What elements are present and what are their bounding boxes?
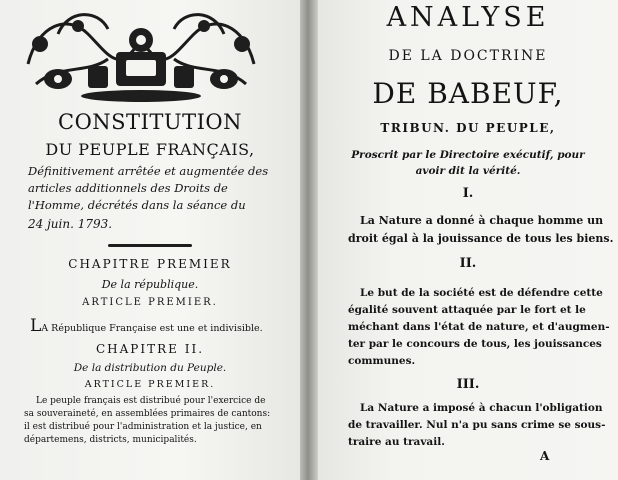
chapter-1-text bbox=[30, 318, 263, 335]
book-gutter bbox=[300, 0, 318, 480]
constitution-description-line: Définitivement arrêtée et augmentée des bbox=[28, 164, 269, 178]
constitution-date: 24 juin. 1793. bbox=[28, 217, 113, 231]
constitution-title: CONSTITUTION bbox=[58, 110, 242, 134]
decorative-ornament bbox=[18, 4, 264, 104]
chapter-2-text-line: il est distribué pour l'administration et la justice, en bbox=[24, 422, 262, 432]
constitution-description-line: articles additionnels des Droits de bbox=[28, 181, 228, 195]
chapter-2-text-line: départemens, districts, municipalités. bbox=[24, 435, 197, 445]
babeuf-title: DE BABEUF, bbox=[372, 77, 564, 110]
section-2-line: ter par le concours de tous, les jouissances bbox=[348, 338, 602, 350]
chapter-2-heading: CHAPITRE II. bbox=[95, 342, 205, 356]
chapter-2-text-line: sa souveraineté, en assemblées primaires de cantons: bbox=[24, 409, 271, 419]
section-1-numeral: I. bbox=[462, 186, 474, 201]
section-3-numeral: III. bbox=[456, 377, 480, 392]
chapter-2-article: ARTICLE PREMIER. bbox=[84, 379, 216, 390]
section-divider bbox=[108, 244, 192, 247]
section-2-line: communes. bbox=[348, 355, 416, 367]
constitution-subtitle-people: DU PEUPLE FRANÇAIS, bbox=[45, 140, 255, 159]
proscrit-line: avoir dit la vérité. bbox=[415, 165, 521, 177]
section-1-line: La Nature a donné à chaque homme un bbox=[360, 214, 604, 227]
section-2-line: égalité souvent attaquée par le fort et le bbox=[348, 304, 586, 316]
section-2-numeral: II. bbox=[459, 256, 477, 271]
tribun-title: TRIBUN. DU PEUPLE, bbox=[380, 121, 556, 135]
section-2-line: méchant dans l'état de nature, et d'augmen- bbox=[348, 321, 610, 333]
section-1-line: droit égal à la jouissance de tous les biens. bbox=[348, 232, 614, 245]
proscrit-line: Proscrit par le Directoire exécutif, pour bbox=[351, 149, 585, 161]
section-3-line: traire au travail. bbox=[348, 436, 445, 448]
section-3-line: La Nature a imposé à chacun l'obligation bbox=[360, 402, 603, 414]
constitution-description-line: l'Homme, décrétés dans la séance du bbox=[28, 198, 246, 212]
section-2-line: Le but de la société est de défendre cette bbox=[360, 287, 603, 299]
chapter-1-article: ARTICLE PREMIER. bbox=[82, 297, 218, 308]
left-page bbox=[0, 0, 300, 480]
doctrine-title: DE LA DOCTRINE bbox=[388, 48, 548, 64]
drop-capital: L bbox=[30, 316, 42, 336]
right-page bbox=[318, 0, 618, 480]
signature-mark: A bbox=[540, 449, 550, 463]
chapter-1-text-body: A République Française est une et indivisible. bbox=[41, 323, 263, 334]
chapter-1-title: De la république. bbox=[101, 278, 199, 291]
analyse-title: ANALYSE bbox=[386, 2, 550, 33]
section-3-line: de travailler. Nul n'a pu sans crime se sous- bbox=[348, 419, 606, 431]
chapter-2-title: De la distribution du Peuple. bbox=[73, 362, 227, 374]
chapter-1-heading: CHAPITRE PREMIER bbox=[68, 257, 232, 271]
chapter-2-text-line: Le peuple français est distribué pour l'exercice de bbox=[36, 396, 266, 406]
